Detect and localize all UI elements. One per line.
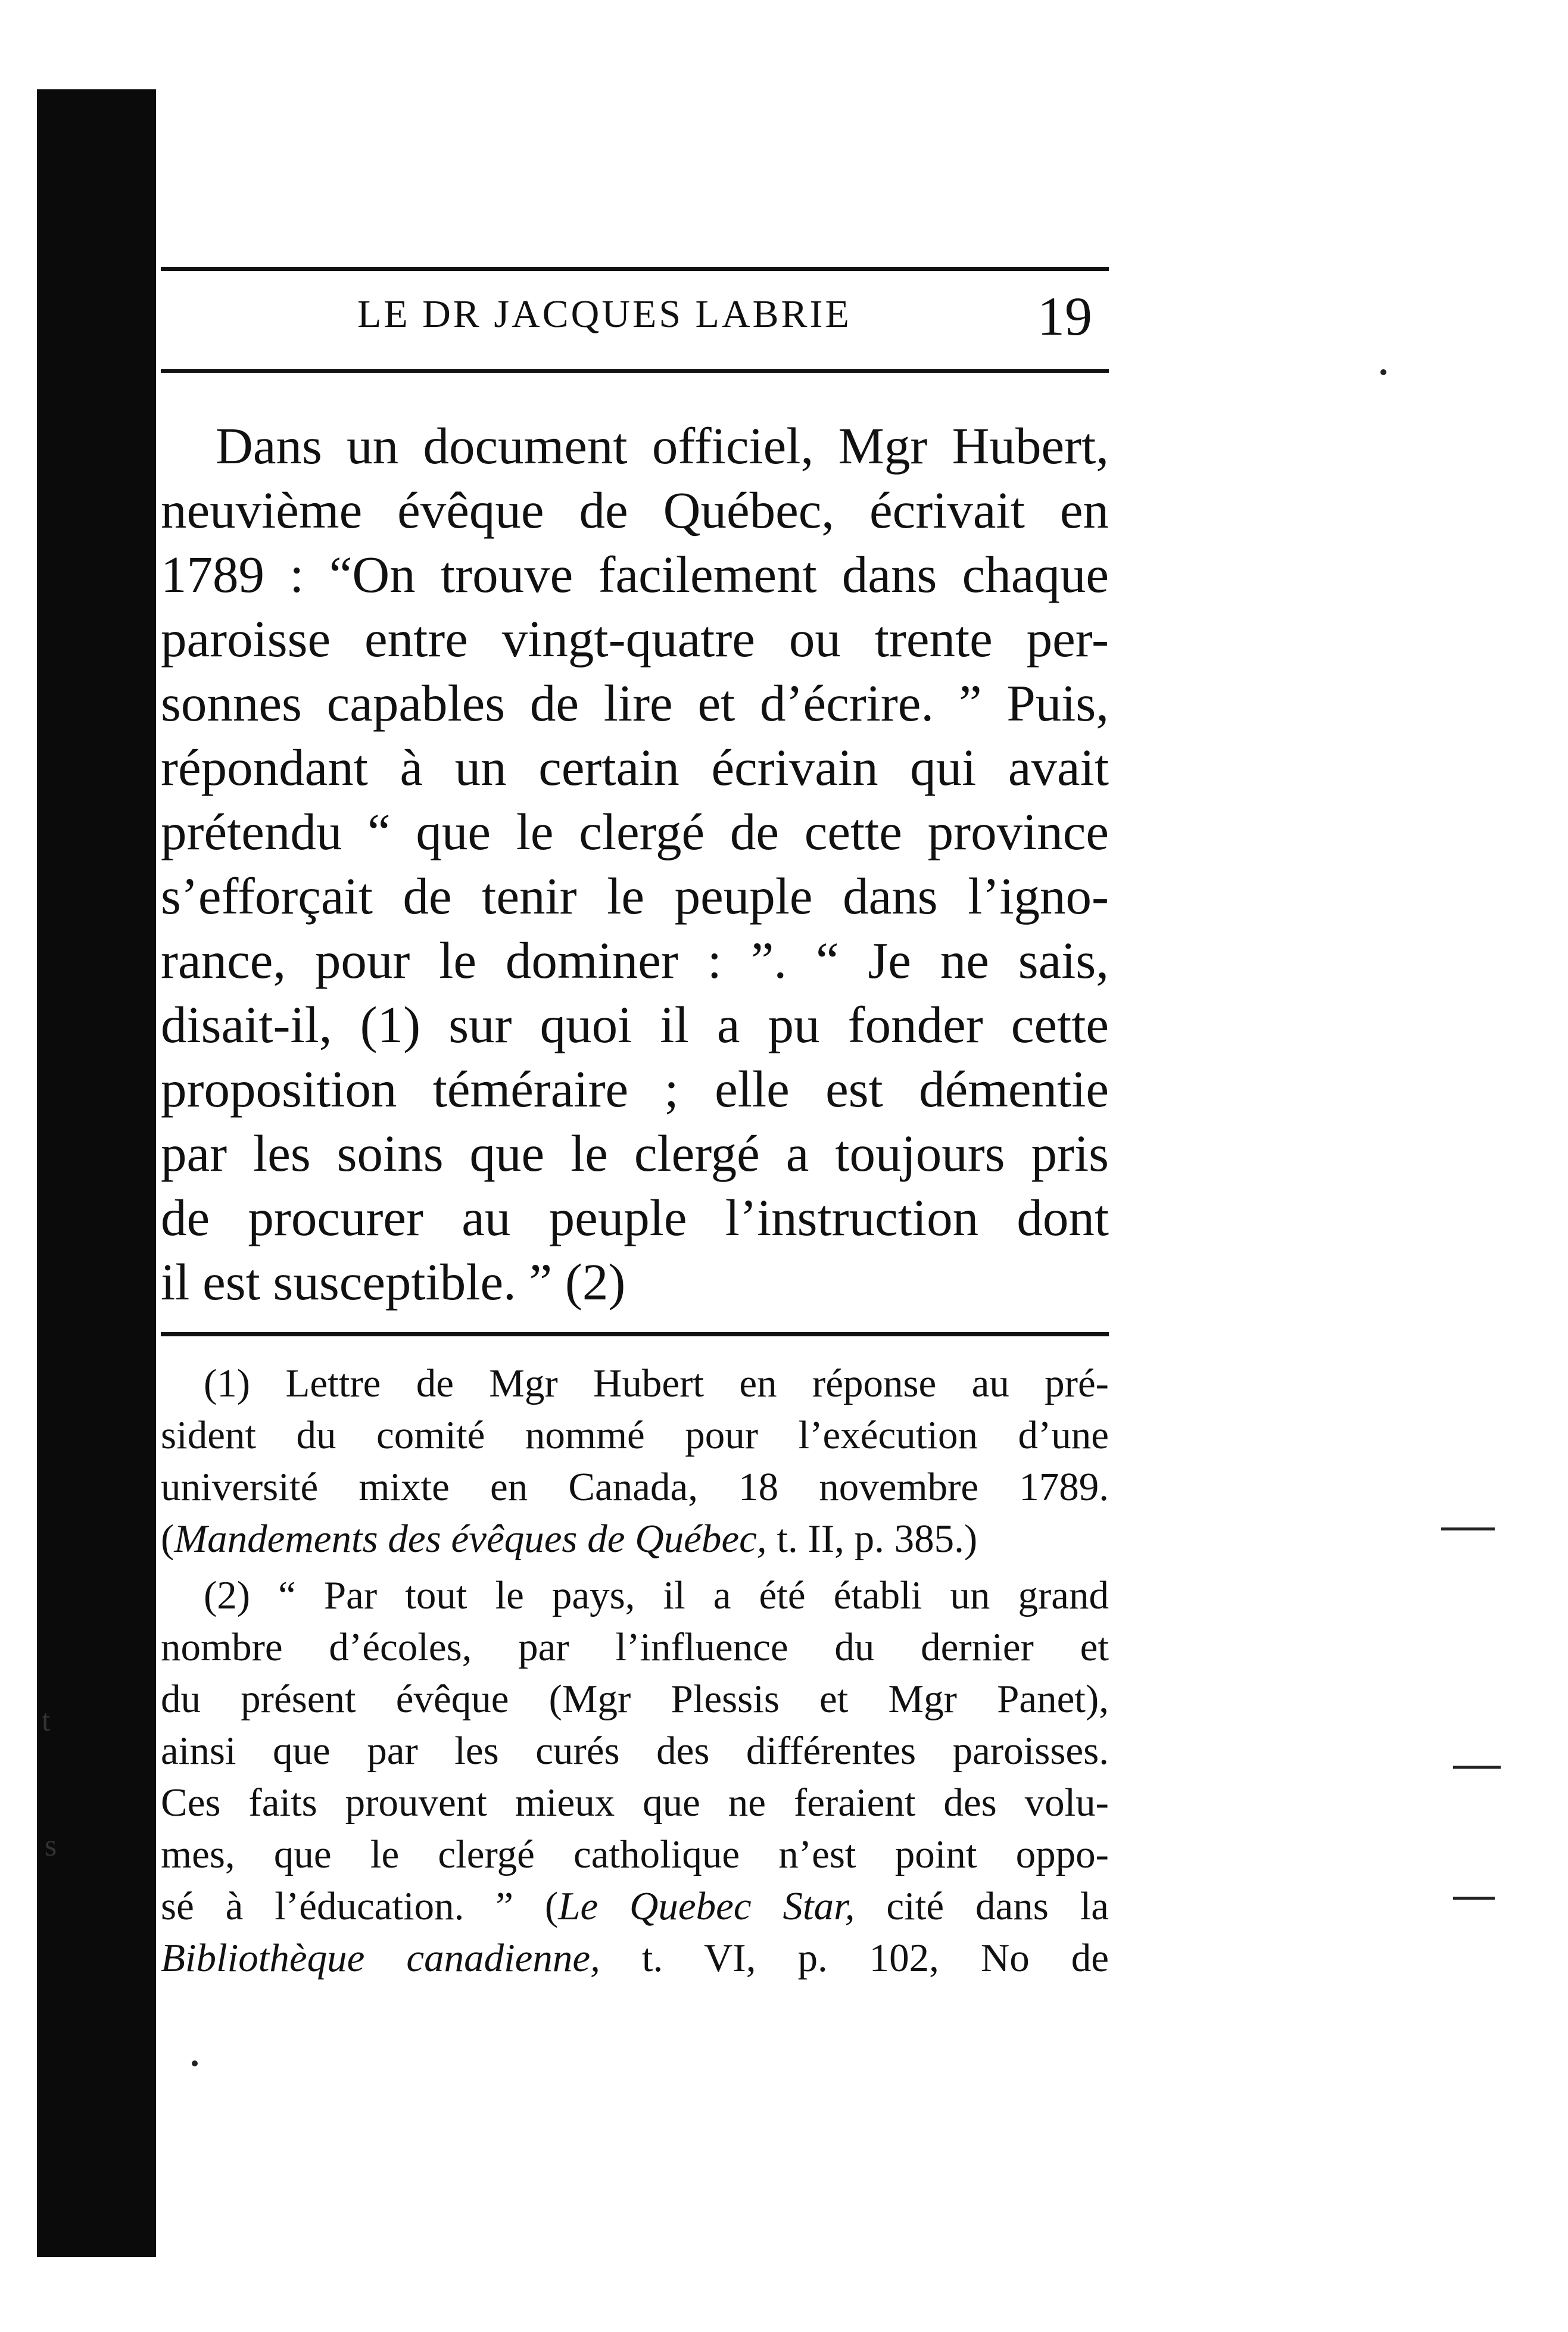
body-line: prétendu “ que le clergé de cette province (161, 803, 1109, 861)
body-line: par les soins que le clergé a toujours pris (161, 1124, 1109, 1182)
footnote-text: t. VI, p. 102, No de (600, 1936, 1109, 1980)
footnote-text: ( (161, 1517, 174, 1561)
footnote-line: Ces faits prouvent mieux que ne feraient des volu- (161, 1781, 1109, 1825)
scan-speck (1380, 369, 1386, 375)
body-line: proposition téméraire ; elle est démentie (161, 1060, 1109, 1118)
scan-mark (1453, 1766, 1501, 1769)
running-header-title: LE DR JACQUES LABRIE (357, 292, 852, 336)
footnote-separator-rule (161, 1332, 1109, 1336)
margin-letter: t (42, 1704, 51, 1738)
body-line: rance, pour le dominer : ”. “ Je ne sais, (161, 931, 1109, 989)
footnote-text: cité dans la (855, 1884, 1109, 1928)
footnote-2 (161, 1570, 1109, 1984)
body-line: il est susceptible. ” (2) (161, 1253, 626, 1311)
body-line: paroisse entre vingt-quatre ou trente per- (161, 610, 1109, 668)
footnote-citation-title: Le Quebec Star, (558, 1884, 855, 1928)
footnote-1 (161, 1358, 1109, 1565)
footnote-line: nombre d’écoles, par l’influence du dernier et (161, 1625, 1109, 1669)
footnote-text: sé à l’éducation. ” ( (161, 1884, 559, 1928)
scan-mark (1453, 1897, 1495, 1900)
header-bottom-rule (161, 369, 1109, 373)
footnote-text: t. II, p. 385.) (766, 1517, 978, 1561)
scan-mark (1441, 1527, 1495, 1530)
page-number: 19 (1037, 286, 1092, 347)
footnote-line: université mixte en Canada, 18 novembre 1789. (161, 1465, 1109, 1509)
footnote-citation-title: Bibliothèque canadienne, (161, 1936, 600, 1980)
body-line: Dans un document officiel, Mgr Hubert, (216, 417, 1109, 475)
footnotes (161, 1358, 1109, 1984)
body-line: s’efforçait de tenir le peuple dans l’igno- (161, 867, 1109, 925)
body-line: 1789 : “On trouve facilement dans chaque (161, 545, 1109, 603)
margin-letter: s (45, 1829, 57, 1863)
body-line: de procurer au peuple l’instruction dont (161, 1189, 1109, 1246)
header-top-rule (161, 267, 1109, 271)
footnote-line (161, 1932, 1109, 1984)
footnote-line: mes, que le clergé catholique n’est point oppo- (161, 1832, 1109, 1876)
body-line: disait-il, (1) sur quoi il a pu fonder cette (161, 996, 1109, 1053)
scanned-page-edge (37, 89, 156, 2257)
body-line: neuvième évêque de Québec, écrivait en (161, 481, 1109, 539)
body-line: répondant à un certain écrivain qui avait (161, 738, 1109, 796)
footnote-line (161, 1881, 1109, 1932)
footnote-line: sident du comité nommé pour l’exécution d’une (161, 1413, 1109, 1457)
footnote-line: (1) Lettre de Mgr Hubert en réponse au pré- (204, 1361, 1109, 1405)
body-line: sonnes capables de lire et d’écrire. ” Puis, (161, 674, 1109, 732)
footnote-line: du présent évêque (Mgr Plessis et Mgr Panet), (161, 1677, 1109, 1721)
footnote-citation-title: Mandements des évêques de Québec, (174, 1517, 767, 1561)
footnote-line: (2) “ Par tout le pays, il a été établi un grand (204, 1573, 1109, 1617)
footnote-line (161, 1513, 1109, 1565)
footnote-line: ainsi que par les curés des différentes paroisses. (161, 1729, 1109, 1773)
main-paragraph (161, 414, 1109, 1314)
scan-speck (192, 2060, 198, 2066)
